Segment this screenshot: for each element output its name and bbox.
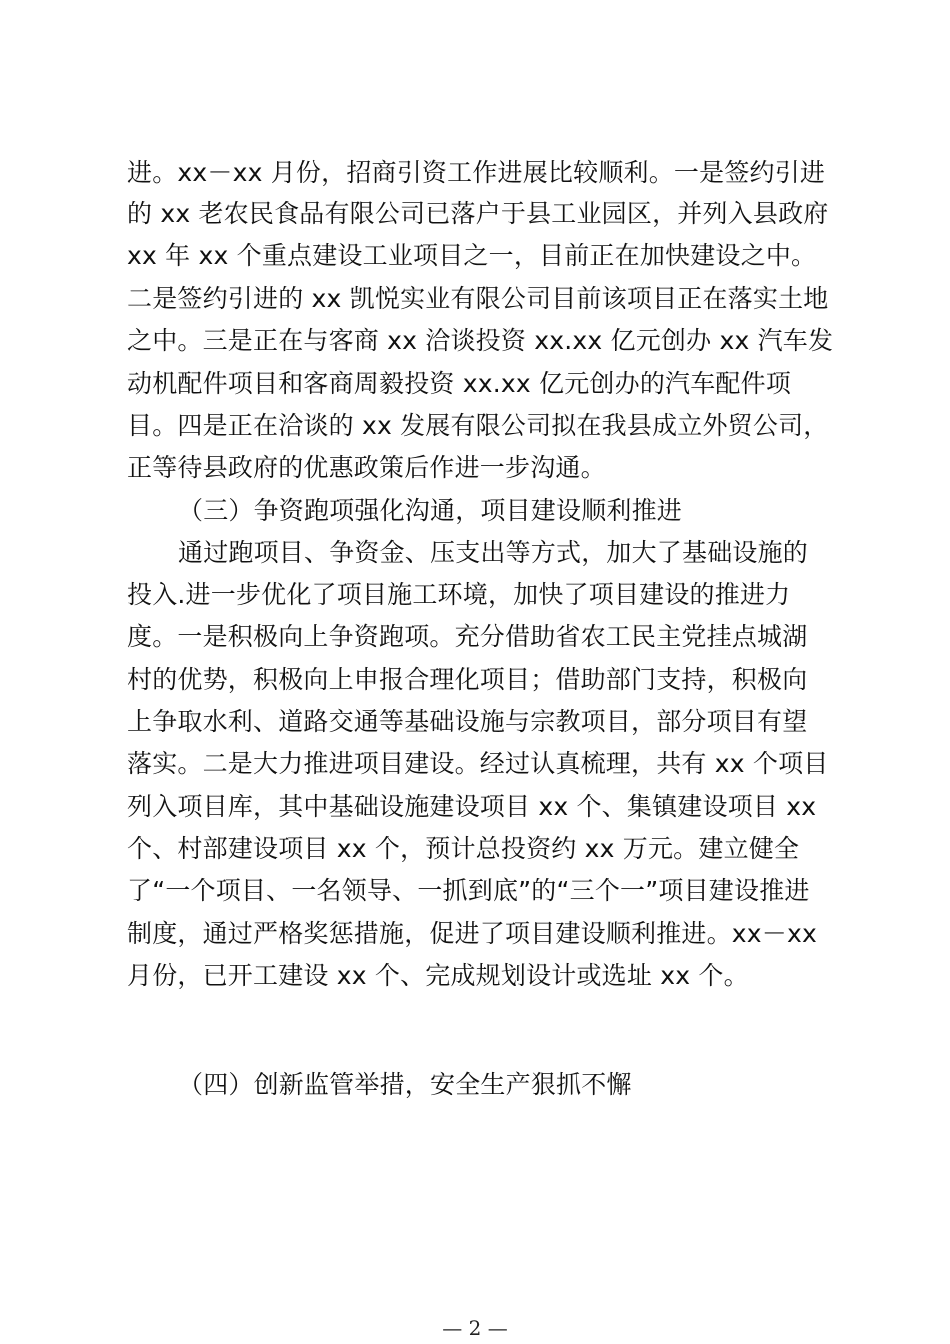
text-line: 村的优势，积极向上申报合理化项目；借助部门支持，积极向 (127, 665, 808, 694)
text-line: 落实。二是大力推进项目建设。经过认真梳理，共有 xx 个项目 (127, 749, 829, 778)
text-line: xx 年 xx 个重点建设工业项目之一，目前正在加快建设之中。 (127, 241, 817, 270)
text-line: 列入项目库，其中基础设施建设项目 xx 个、集镇建设项目 xx (127, 792, 817, 821)
text-line: 个、村部建设项目 xx 个，预计总投资约 xx 万元。建立健全 (127, 834, 800, 863)
text-line: 通过跑项目、争资金、压支出等方式，加大了基础设施的 (178, 538, 809, 567)
text-line: 的 xx 老农民食品有限公司已落户于县工业园区，并列入县政府 (127, 199, 829, 228)
page-number: — 2 — (442, 1316, 508, 1340)
section-heading: （三）争资跑项强化沟通，项目建设顺利推进 (178, 496, 683, 525)
text-line: 动机配件项目和客商周毅投资 xx.xx 亿元创办的汽车配件项 (127, 369, 792, 398)
text-line: 制度，通过严格奖惩措施，促进了项目建设顺利推进。xx－xx (127, 919, 817, 948)
text-line: 了“一个项目、一名领导、一抓到底”的“三个一”项目建设推进 (127, 876, 810, 905)
text-line: 目。四是正在洽谈的 xx 发展有限公司拟在我县成立外贸公司， (127, 411, 829, 440)
text-line: 月份，已开工建设 xx 个、完成规划设计或选址 xx 个。 (127, 961, 749, 990)
text-line: 度。一是积极向上争资跑项。充分借助省农工民主党挂点城湖 (127, 622, 808, 651)
text-line: 进。xx－xx 月份，招商引资工作进展比较顺利。一是签约引进 (127, 158, 826, 187)
text-line: 之中。三是正在与客商 xx 洽谈投资 xx.xx 亿元创办 xx 汽车发 (127, 326, 834, 355)
text-line: 投入.进一步优化了项目施工环境，加快了项目建设的推进力 (127, 580, 791, 609)
text-line: 正等待县政府的优惠政策后作进一步沟通。 (127, 453, 606, 482)
text-line: 二是签约引进的 xx 凯悦实业有限公司目前该项目正在落实土地 (127, 284, 829, 313)
text-line: 上争取水利、道路交通等基础设施与宗教项目，部分项目有望 (127, 707, 808, 736)
section-heading: （四）创新监管举措，安全生产狠抓不懈 (178, 1070, 632, 1099)
